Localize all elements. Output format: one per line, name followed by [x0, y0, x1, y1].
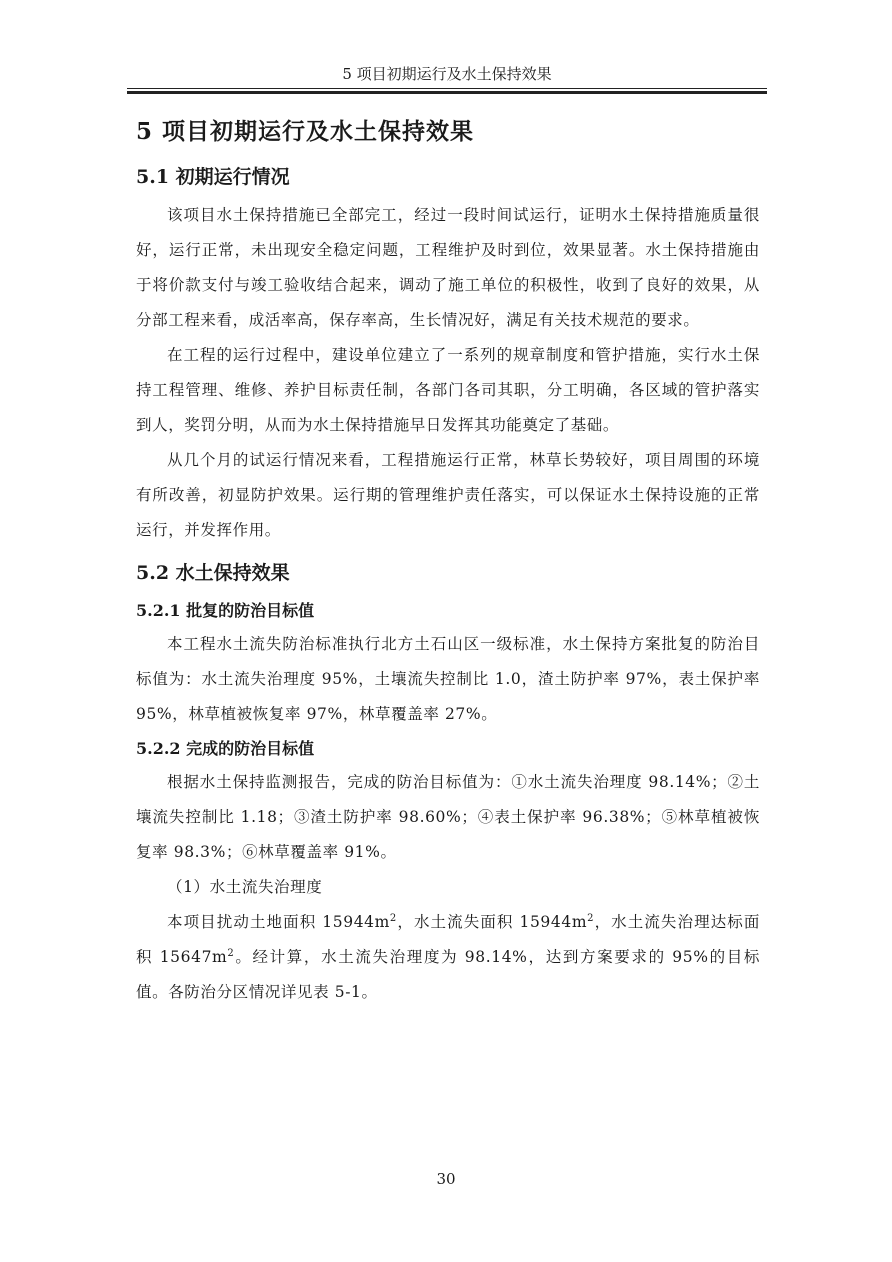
page-number: 30: [436, 1170, 456, 1188]
detail-superscript-1: 2: [389, 912, 397, 924]
section-5-2-1-heading: 5.2.1 批复的防治目标值: [136, 601, 315, 620]
detail-text-1: 本项目扰动土地面积 15944m: [167, 913, 390, 931]
section-5-2-1-paragraph: 本工程水土流失防治标准执行北方土石山区一级标准，水土保持方案批复的防治目标值为：水土流失治理度 95%，土壤流失控制比 1.0，渣土防护率 97%，表土保护率 95%，林草植被恢复率 97%，林草覆盖率 27%。: [136, 635, 760, 723]
section-5-2-heading: 5.2 水土保持效果: [136, 562, 290, 584]
chapter-title: 5 项目初期运行及水土保持效果: [136, 118, 475, 145]
detail-superscript-2: 2: [587, 912, 595, 924]
header-rule-thin: [127, 88, 767, 89]
item-heading-erosion-control: （1）水土流失治理度: [167, 878, 323, 896]
erosion-control-detail-paragraph: [136, 905, 760, 1010]
detail-text-4: 。经计算，水土流失治理度为 98.14%，达到方案要求的 95%的目标值。各防治分区情况详见表 5-1。: [136, 948, 760, 1001]
detail-text-2: ，水土流失面积 15944m: [396, 913, 588, 931]
section-5-2-2-heading: 5.2.2 完成的防治目标值: [136, 739, 315, 758]
section-5-2-2-paragraph: 根据水土保持监测报告，完成的防治目标值为：①水土流失治理度 98.14%；②土壤流失控制比 1.18；③渣土防护率 98.60%；④表土保护率 96.38%；⑤林草植被恢复率 98.3%；⑥林草覆盖率 91%。: [136, 773, 760, 861]
detail-superscript-3: 2: [227, 947, 235, 959]
section-5-1-heading: 5.1 初期运行情况: [136, 166, 290, 188]
section-5-1-paragraph-3: 从几个月的试运行情况来看，工程措施运行正常，林草长势较好，项目周围的环境有所改善，初显防护效果。运行期的管理维护责任落实，可以保证水土保持设施的正常运行，并发挥作用。: [136, 451, 760, 539]
section-5-1-paragraph-1: 该项目水土保持措施已全部完工，经过一段时间试运行，证明水土保持措施质量很好，运行正常，未出现安全稳定问题，工程维护及时到位，效果显著。水土保持措施由于将价款支付与竣工验收结合起来，调动了施工单位的积极性，收到了良好的效果，从分部工程来看，成活率高，保存率高，生长情况好，满足有关技术规范的要求。: [136, 206, 760, 329]
running-header: 5 项目初期运行及水土保持效果: [342, 65, 552, 83]
section-5-1-paragraph-2: 在工程的运行过程中，建设单位建立了一系列的规章制度和管护措施，实行水土保持工程管理、维修、养护目标责任制，各部门各司其职，分工明确，各区域的管护落实到人，奖罚分明，从而为水土保持措施早日发挥其功能奠定了基础。: [136, 346, 760, 434]
detail-text-3: ，水土流失治理达标面积 15647m: [136, 913, 760, 966]
header-rule-thick: [127, 91, 767, 94]
page-content: [136, 110, 760, 1010]
